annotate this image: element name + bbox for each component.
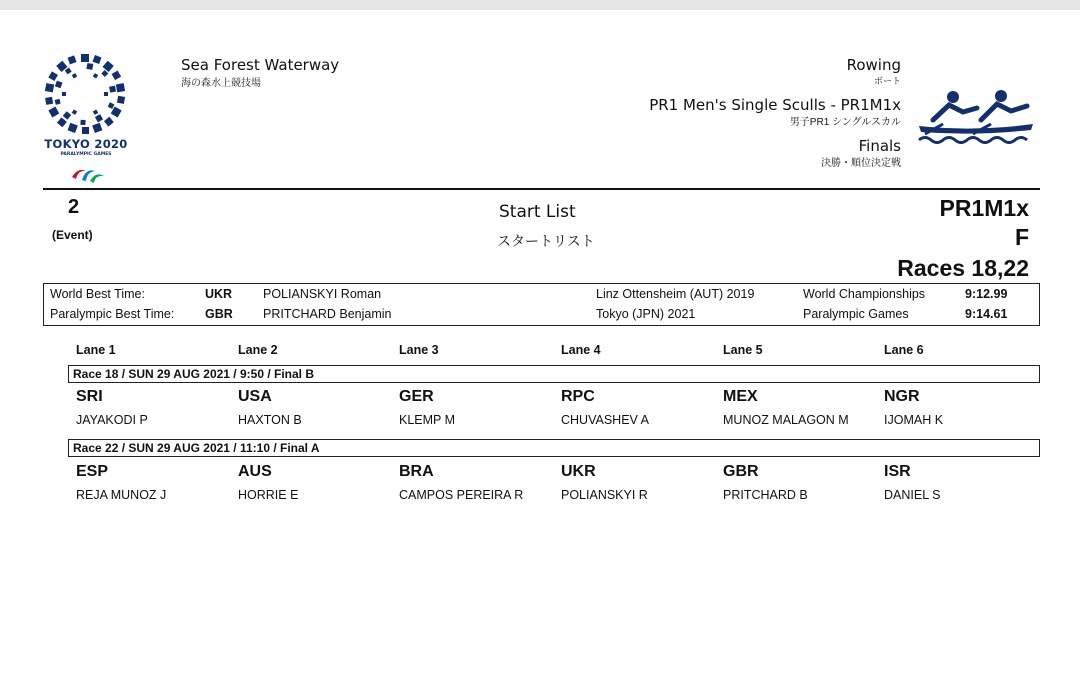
rowing-pictogram-icon bbox=[915, 90, 1040, 150]
sport-name-jp: ボート bbox=[873, 76, 901, 86]
entry-noc: ESP bbox=[76, 463, 109, 480]
best-label: Paralympic Best Time: bbox=[50, 307, 175, 321]
entry-noc: BRA bbox=[399, 463, 434, 480]
entry-noc: MEX bbox=[723, 388, 758, 405]
best-noc: GBR bbox=[205, 307, 233, 321]
best-noc: UKR bbox=[205, 287, 233, 301]
best-label: World Best Time: bbox=[50, 287, 145, 301]
logo-subtitle: PARALYMPIC GAMES bbox=[60, 152, 112, 157]
document-title: Start List bbox=[499, 202, 576, 222]
event-code: PR1M1x bbox=[939, 195, 1029, 221]
header-divider bbox=[43, 188, 1040, 190]
best-times-box bbox=[43, 283, 1040, 326]
entry-noc: UKR bbox=[561, 463, 596, 480]
race-header: Race 18 / SUN 29 AUG 2021 / 9:50 / Final B bbox=[68, 365, 1040, 383]
entry-athlete: POLIANSKYI R bbox=[561, 488, 648, 502]
lane-header: Lane 6 bbox=[884, 343, 924, 357]
entry-noc: GER bbox=[399, 388, 434, 405]
entry-noc: RPC bbox=[561, 388, 595, 405]
entry-noc: NGR bbox=[884, 388, 920, 405]
logo-wordmark: TOKYO 2020 bbox=[44, 137, 128, 151]
entry-noc: SRI bbox=[76, 388, 103, 405]
lane-header: Lane 3 bbox=[399, 343, 439, 357]
best-time: 9:12.99 bbox=[965, 287, 1008, 301]
tokyo-2020-emblem-icon bbox=[38, 50, 133, 192]
best-time: 9:14.61 bbox=[965, 307, 1008, 321]
sport-name: Rowing bbox=[846, 56, 901, 74]
lane-header: Lane 5 bbox=[723, 343, 763, 357]
race-header: Race 22 / SUN 29 AUG 2021 / 11:10 / Final A bbox=[68, 439, 1040, 457]
entry-athlete: KLEMP M bbox=[399, 413, 456, 427]
paralympic-best-row bbox=[44, 307, 1039, 327]
entry-athlete: CAMPOS PEREIRA R bbox=[399, 488, 524, 502]
world-best-row bbox=[44, 287, 1039, 307]
lane-header: Lane 4 bbox=[561, 343, 601, 357]
entry-athlete: PRITCHARD B bbox=[723, 488, 808, 502]
event-number-label: (Event) bbox=[52, 228, 93, 242]
entry-athlete: CHUVASHEV A bbox=[561, 413, 649, 427]
event-name: PR1 Men's Single Sculls - PR1M1x bbox=[649, 96, 901, 114]
entry-athlete: IJOMAH K bbox=[884, 413, 944, 427]
best-competition: Paralympic Games bbox=[803, 307, 909, 321]
best-athlete: POLIANSKYI Roman bbox=[263, 287, 382, 301]
event-number: 2 bbox=[68, 196, 80, 218]
lane-header-row bbox=[0, 343, 1080, 361]
event-name-jp: 男子PR1 シングルスカル bbox=[789, 117, 901, 128]
entry-noc: AUS bbox=[238, 463, 272, 480]
start-list-page bbox=[0, 10, 1080, 673]
entry-noc: GBR bbox=[723, 463, 759, 480]
venue-name-jp: 海の森水上競技場 bbox=[181, 78, 261, 89]
lane-header: Lane 2 bbox=[238, 343, 278, 357]
phase-name-jp: 決勝・順位決定戦 bbox=[821, 158, 901, 169]
best-place: Linz Ottensheim (AUT) 2019 bbox=[596, 287, 755, 301]
entry-athlete: DANIEL S bbox=[884, 488, 941, 502]
best-athlete: PRITCHARD Benjamin bbox=[263, 307, 392, 321]
entry-athlete: HAXTON B bbox=[238, 413, 302, 427]
entry-athlete: MUNOZ MALAGON M bbox=[723, 413, 849, 427]
phase-name: Finals bbox=[858, 137, 901, 155]
venue-name: Sea Forest Waterway bbox=[181, 56, 340, 74]
entry-noc: USA bbox=[238, 388, 272, 405]
entry-athlete: HORRIE E bbox=[238, 488, 299, 502]
race-numbers: Races 18,22 bbox=[897, 255, 1029, 281]
entry-athlete: REJA MUNOZ J bbox=[76, 488, 167, 502]
entry-athlete: JAYAKODI P bbox=[76, 413, 148, 427]
best-competition: World Championships bbox=[803, 287, 926, 301]
best-place: Tokyo (JPN) 2021 bbox=[596, 307, 696, 321]
lane-header: Lane 1 bbox=[76, 343, 116, 357]
document-title-jp: スタートリスト bbox=[497, 233, 595, 249]
entry-noc: ISR bbox=[884, 463, 911, 480]
event-unit: F bbox=[1014, 224, 1029, 250]
